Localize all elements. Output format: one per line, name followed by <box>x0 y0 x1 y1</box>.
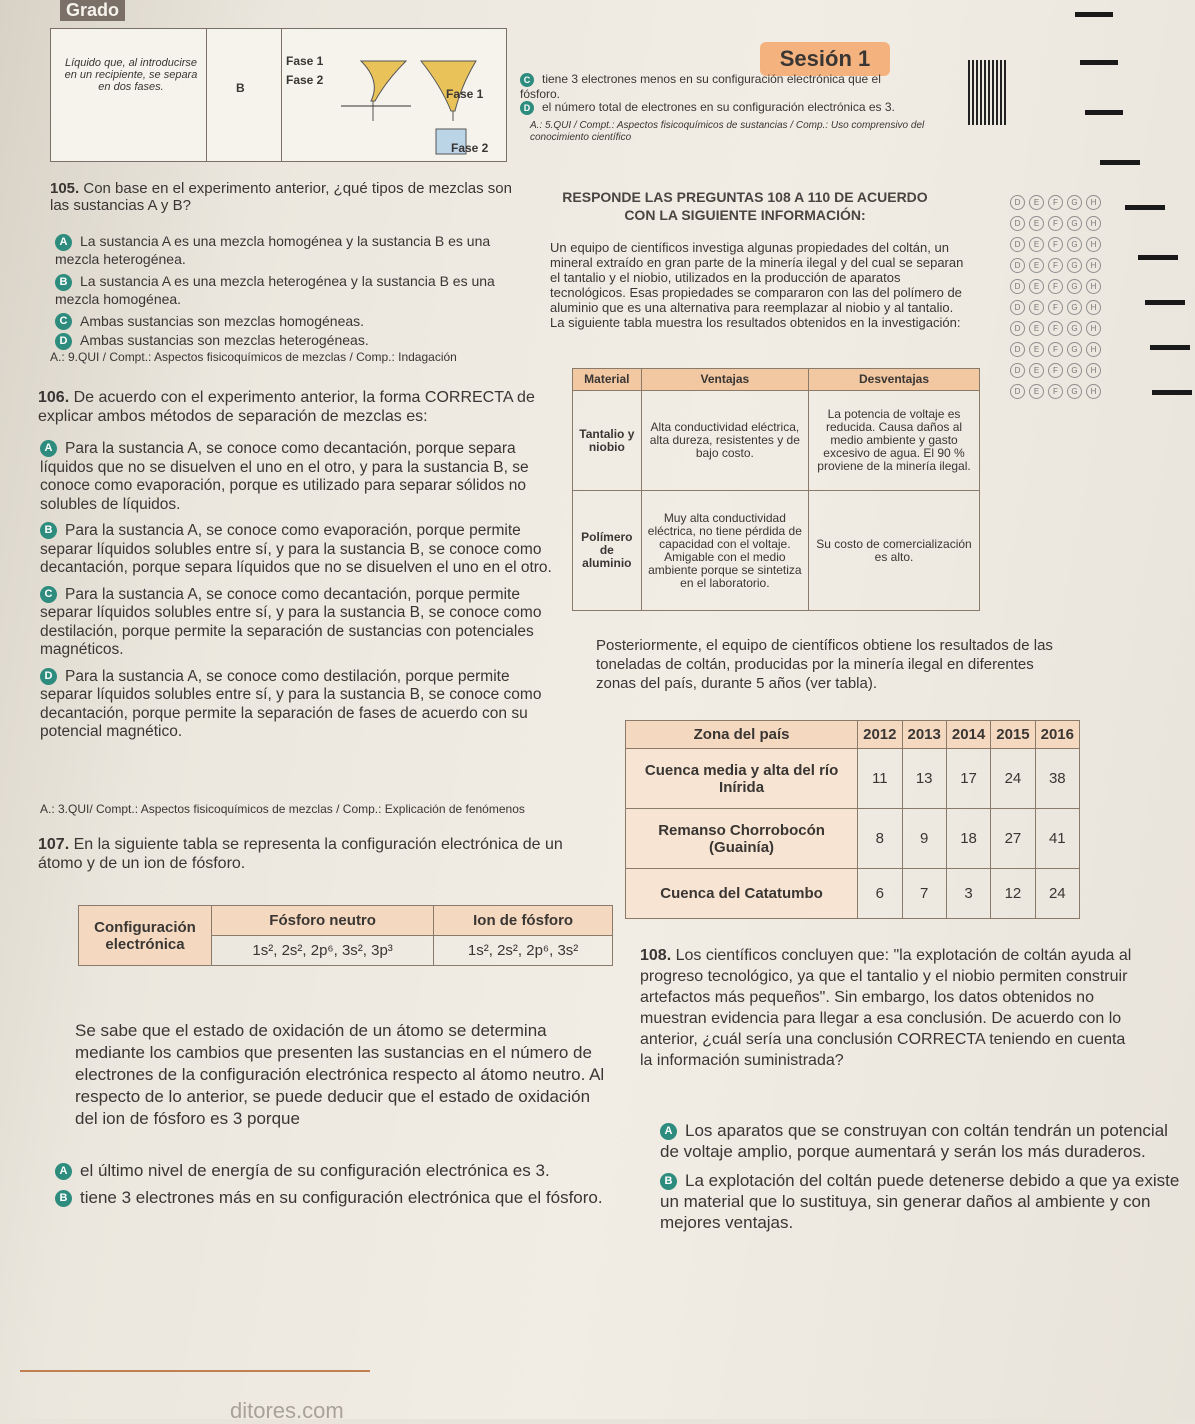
timing-mark <box>1145 300 1185 305</box>
timing-mark <box>1150 345 1190 350</box>
bubble: G <box>1067 321 1082 336</box>
bubble: E <box>1029 279 1044 294</box>
barcode-icon <box>968 60 1008 125</box>
bubble: H <box>1086 300 1101 315</box>
q108-option-b[interactable]: B La explotación del coltán puede detenerse debido a que ya existe un material que lo sustituya, sin generar daños al ambiente y con mejores ventajas. <box>660 1171 1180 1232</box>
bubble-row[interactable] <box>1010 339 1110 357</box>
bubble: F <box>1048 384 1063 399</box>
production-cell: 17 <box>946 749 990 809</box>
bubble: F <box>1048 237 1063 252</box>
production-cell: 24 <box>1035 869 1079 919</box>
fase1-label: Fase 1 <box>286 54 324 68</box>
bubble: H <box>1086 195 1101 210</box>
q105-option-b[interactable]: B La sustancia A es una mezcla heterogénea y la sustancia B es una mezcla homogénea. <box>55 272 495 307</box>
bubble: E <box>1029 195 1044 210</box>
materials-cell: Tantalio y niobio <box>573 391 642 491</box>
q104-option-d[interactable]: D el número total de electrones en su configuración electrónica es 3. <box>520 100 940 115</box>
bubble: D <box>1010 342 1025 357</box>
production-cell: 11 <box>858 749 902 809</box>
q107-option-a[interactable]: A el último nivel de energía de su configuración electrónica es 3. <box>55 1160 630 1181</box>
bubble: H <box>1086 363 1101 378</box>
bubble: E <box>1029 216 1044 231</box>
materials-cell: Su costo de comercialización es alto. <box>809 491 980 611</box>
fase1-b-label: Fase 1 <box>446 87 484 101</box>
bubble: E <box>1029 258 1044 273</box>
bubble: E <box>1029 237 1044 252</box>
production-zone: Remanso Chorrobocón (Guainía) <box>626 809 858 869</box>
configuration-table <box>78 905 613 966</box>
bubble: G <box>1067 258 1082 273</box>
production-cell: 9 <box>902 809 946 869</box>
production-cell: 6 <box>858 869 902 919</box>
timing-mark <box>1080 60 1118 65</box>
bubble: E <box>1029 363 1044 378</box>
timing-mark <box>1075 12 1113 17</box>
footer-rule <box>20 1370 370 1372</box>
bubble: H <box>1086 279 1101 294</box>
bubble: G <box>1067 342 1082 357</box>
bubble: F <box>1048 342 1063 357</box>
bubble: G <box>1067 363 1082 378</box>
bubble: D <box>1010 321 1025 336</box>
q108-stem: 108. Los científicos concluyen que: "la explotación de coltán ayuda al progreso tecnológico, ya que el tantalio y el niobio permiten construir artefactos más pequeños". Sin embargo, los datos obtenidos no muestran evidencia para llegar a esa conclusión. De acuerdo con lo anterior, ¿cuál sería una conclusión CORRECTA teniendo en cuenta la información suministrada? <box>640 947 1132 1069</box>
fase2-label: Fase 2 <box>286 73 324 87</box>
production-zone: Cuenca del Catatumbo <box>626 869 858 919</box>
bubble: G <box>1067 216 1082 231</box>
materials-cell: La potencia de voltaje es reducida. Causa daños al medio ambiente y gasto excesivo de agua. El 90 % proviene de la minería ilegal. <box>809 391 980 491</box>
materials-cell: Muy alta conductividad eléctrica, no tiene pérdida de capacidad con el voltaje. Amigable con el medio ambiente porque se sintetiza en el laboratorio. <box>641 491 808 611</box>
bubble: G <box>1067 279 1082 294</box>
bubble: F <box>1048 279 1063 294</box>
divider <box>281 29 282 161</box>
info-intro: Un equipo de científicos investiga algunas propiedades del coltán, un mineral extraído en gran parte de la minería ilegal y del cual se separan el tantalio y el niobio, utilizados en la producción de aparatos tecnológicos. Esas propiedades se compararon con las del polímero de aluminio que es una alternativa para reemplazar al niobio y al tantalio. La siguiente tabla muestra los resultados obtenidos en la investigación: <box>550 240 964 330</box>
materials-cell: Alta conductividad eléctrica, alta dureza, resistentes y de bajo costo. <box>641 391 808 491</box>
q107-body: Se sabe que el estado de oxidación de un átomo se determina mediante los cambios que presenten las sustancias en el número de electrones de la configuración electrónica respecto al átomo neutro. Al respecto de lo anterior, se puede deducir que el estado de oxidación del ion de fósforo es 3 porque <box>75 1021 605 1128</box>
bubble-row[interactable] <box>1010 213 1110 231</box>
grade-label: Grado <box>60 0 125 21</box>
materials-cell: Polímero de aluminio <box>573 491 642 611</box>
timing-mark <box>1125 205 1165 210</box>
q104-reference: A.: 5.QUI / Compt.: Aspectos fisicoquímicos de sustancias / Comp.: Uso comprensivo del conocimiento científico <box>530 120 925 143</box>
conf-val-neutral: 1s², 2s², 2p⁶, 3s², 3p³ <box>212 936 434 966</box>
bubble: H <box>1086 258 1101 273</box>
q106-option-d[interactable]: D Para la sustancia A, se conoce como destilación, porque permite separar líquidos solubles entre sí, y para la sustancia B, se conoce como decantación, porque permite la separación de fases de acuerdo con su potencial magnético. <box>40 667 542 740</box>
timing-mark <box>1138 255 1178 260</box>
bubble: E <box>1029 300 1044 315</box>
q105-options <box>55 233 525 350</box>
bubble-row[interactable] <box>1010 276 1110 294</box>
q106-options <box>40 440 560 742</box>
q105-option-d[interactable]: D Ambas sustancias son mezclas heterogéneas. <box>55 332 525 350</box>
bubble-row[interactable] <box>1010 318 1110 336</box>
q106-option-b[interactable]: B Para la sustancia A, se conoce como evaporación, porque permite separar líquidos solubles entre sí, y para la sustancia B, se conoce como decantación, porque separa líquidos que no se disuelven el uno en el otro. <box>40 522 552 576</box>
bubble: G <box>1067 237 1082 252</box>
bubble: G <box>1067 384 1082 399</box>
conf-val-ion: 1s², 2s², 2p⁶, 3s² <box>434 936 613 966</box>
materials-table <box>572 368 980 611</box>
production-table <box>625 720 1080 919</box>
production-cell: 38 <box>1035 749 1079 809</box>
q107-option-b[interactable]: B tiene 3 electrones más en su configuración electrónica que el fósforo. <box>55 1187 630 1208</box>
q105-stem: 105. Con base en el experimento anterior, ¿qué tipos de mezclas son las sustancias A y B? <box>50 180 512 214</box>
bubble: H <box>1086 384 1101 399</box>
production-header: 2012 <box>858 721 902 749</box>
bubble: D <box>1010 279 1025 294</box>
production-header: 2014 <box>946 721 990 749</box>
bubble-row[interactable] <box>1010 297 1110 315</box>
answer-bubbles <box>1010 192 1110 402</box>
bubble: E <box>1029 384 1044 399</box>
bubble-row[interactable] <box>1010 360 1110 378</box>
label-b: B <box>236 81 245 95</box>
bubble-row[interactable] <box>1010 234 1110 252</box>
q105-option-c[interactable]: C Ambas sustancias son mezclas homogéneas. <box>55 313 525 331</box>
bubble-row[interactable] <box>1010 381 1110 399</box>
q105-option-a[interactable]: A La sustancia A es una mezcla homogénea y la sustancia B es una mezcla heterogénea. <box>55 233 491 267</box>
production-cell: 12 <box>991 869 1035 919</box>
production-header: 2016 <box>1035 721 1079 749</box>
production-cell: 24 <box>991 749 1035 809</box>
info-heading: RESPONDE LAS PREGUNTAS 108 A 110 DE ACUERDO CON LA SIGUIENTE INFORMACIÓN: <box>562 189 928 223</box>
production-cell: 27 <box>991 809 1035 869</box>
timing-mark <box>1085 110 1123 115</box>
bubble: F <box>1048 195 1063 210</box>
bubble: H <box>1086 237 1101 252</box>
materials-header: Desventajas <box>809 369 980 391</box>
bubble: F <box>1048 321 1063 336</box>
q106-option-a[interactable]: A Para la sustancia A, se conoce como decantación, porque separa líquidos que no se disuelven el uno en el otro, y para la sustancia B, se conoce como evaporación, porque es utilizado para separar sólidos no solubles de líquidos. <box>40 440 529 513</box>
bubble: D <box>1010 195 1025 210</box>
bubble: F <box>1048 216 1063 231</box>
bubble: G <box>1067 195 1082 210</box>
bubble: D <box>1010 216 1025 231</box>
conf-col-neutral: Fósforo neutro <box>212 906 434 936</box>
timing-mark <box>1100 160 1140 165</box>
conf-col-ion: Ion de fósforo <box>434 906 613 936</box>
production-cell: 8 <box>858 809 902 869</box>
bubble: D <box>1010 237 1025 252</box>
q108-option-a[interactable]: A Los aparatos que se construyan con coltán tendrán un potencial de voltaje amplio, porque aumentará y serán los más duraderos. <box>660 1121 1168 1161</box>
materials-header: Ventajas <box>641 369 808 391</box>
liquid-description: Líquido que, al introducirse en un recipiente, se separa en dos fases. <box>64 57 198 93</box>
bubble: E <box>1029 321 1044 336</box>
materials-header: Material <box>573 369 642 391</box>
conf-row-header: Configuración electrónica <box>79 906 212 966</box>
session-badge: Sesión 1 <box>760 42 890 76</box>
q105-reference: A.: 9.QUI / Compt.: Aspectos fisicoquímicos de mezclas / Comp.: Indagación <box>50 350 457 364</box>
bubble-row[interactable] <box>1010 255 1110 273</box>
q104-option-c[interactable]: C tiene 3 electrones menos en su configuración electrónica que el fósforo. <box>520 72 881 101</box>
bubble-row[interactable] <box>1010 192 1110 210</box>
q106-stem: 106. De acuerdo con el experimento anterior, la forma CORRECTA de explicar ambos métodos de separación de mezclas es: <box>38 389 535 425</box>
bubble: D <box>1010 363 1025 378</box>
production-cell: 18 <box>946 809 990 869</box>
fase2-b-label: Fase 2 <box>451 141 489 155</box>
production-cell: 7 <box>902 869 946 919</box>
info-post: Posteriormente, el equipo de científicos obtiene los resultados de las toneladas de coltán, producidas por la minería ilegal en diferentes zonas del país, durante 5 años (ver tabla). <box>596 637 1053 692</box>
bubble: H <box>1086 321 1101 336</box>
bubble: E <box>1029 342 1044 357</box>
bubble: H <box>1086 216 1101 231</box>
bubble: F <box>1048 363 1063 378</box>
timing-mark <box>1152 390 1192 395</box>
production-header: 2015 <box>991 721 1035 749</box>
bubble: G <box>1067 300 1082 315</box>
q108-options <box>660 1120 1185 1233</box>
q106-reference: A.: 3.QUI/ Compt.: Aspectos fisicoquímicos de mezclas / Comp.: Explicación de fenómenos <box>40 802 525 816</box>
bubble: H <box>1086 342 1101 357</box>
q107-options <box>55 1160 630 1208</box>
bubble: F <box>1048 300 1063 315</box>
production-header: Zona del país <box>626 721 858 749</box>
bubble: D <box>1010 258 1025 273</box>
q107-stem: 107. En la siguiente tabla se representa la configuración electrónica de un átomo y de un ion de fósforo. <box>38 836 563 872</box>
bubble: F <box>1048 258 1063 273</box>
footer-watermark: ditores.com <box>230 1398 344 1423</box>
production-cell: 3 <box>946 869 990 919</box>
q106-option-c[interactable]: C Para la sustancia A, se conoce como decantación, porque permite separar líquidos solubles entre sí, y para la sustancia B, se conoce como destilación, porque permite la separación de sustancias con potenciales magnéticos. <box>40 585 542 658</box>
bubble: D <box>1010 384 1025 399</box>
production-zone: Cuenca media y alta del río Inírida <box>626 749 858 809</box>
bubble: D <box>1010 300 1025 315</box>
production-cell: 13 <box>902 749 946 809</box>
divider <box>206 29 207 161</box>
production-header: 2013 <box>902 721 946 749</box>
production-cell: 41 <box>1035 809 1079 869</box>
experiment-figure <box>50 28 507 162</box>
